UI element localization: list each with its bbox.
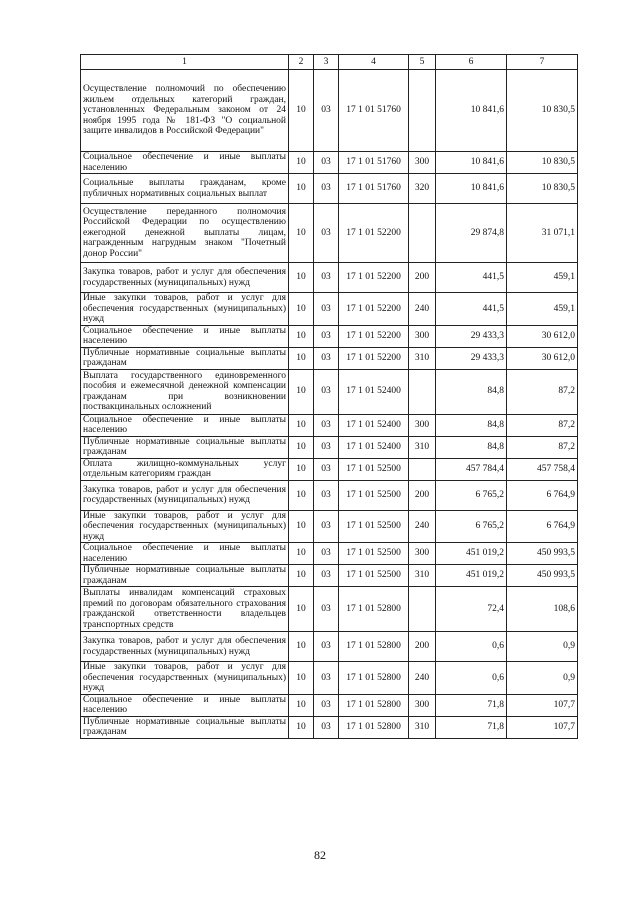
subsection-cell: 03 bbox=[314, 369, 339, 414]
target-article-cell: 17 1 01 52500 bbox=[339, 543, 409, 565]
expense-type-cell bbox=[409, 204, 436, 263]
subsection-cell: 03 bbox=[314, 70, 339, 152]
subsection-cell: 03 bbox=[314, 293, 339, 326]
target-article-cell: 17 1 01 52400 bbox=[339, 414, 409, 436]
expense-type-cell bbox=[409, 369, 436, 414]
subsection-cell: 03 bbox=[314, 662, 339, 695]
row-name-cell: Публичные нормативные социальные выплаты гражданам bbox=[81, 436, 289, 458]
amount-cell: 451 019,2 bbox=[436, 543, 507, 565]
subsection-cell: 03 bbox=[314, 480, 339, 510]
header-cell: 7 bbox=[507, 55, 578, 70]
target-article-cell: 17 1 01 52200 bbox=[339, 325, 409, 347]
subsection-cell: 03 bbox=[314, 543, 339, 565]
table-row bbox=[81, 543, 578, 565]
chapter-cell: 10 bbox=[289, 632, 314, 662]
amount-cell: 107,7 bbox=[507, 694, 578, 716]
row-name-cell: Осуществление переданного полномочия Российской Федерации по осуществлению ежегодной денежной выплаты лицам, награжденным нагрудным знаком "Почетный донор России" bbox=[81, 204, 289, 263]
subsection-cell: 03 bbox=[314, 458, 339, 480]
amount-cell: 29 433,3 bbox=[436, 347, 507, 369]
subsection-cell: 03 bbox=[314, 204, 339, 263]
row-name-cell: Иные закупки товаров, работ и услуг для обеспечения государственных (муниципальных) нужд bbox=[81, 293, 289, 326]
row-name-cell: Закупка товаров, работ и услуг для обеспечения государственных (муниципальных) нужд bbox=[81, 263, 289, 293]
target-article-cell: 17 1 01 52200 bbox=[339, 293, 409, 326]
chapter-cell: 10 bbox=[289, 347, 314, 369]
amount-cell: 459,1 bbox=[507, 293, 578, 326]
table-row bbox=[81, 174, 578, 204]
table-row bbox=[81, 510, 578, 543]
page-number: 82 bbox=[314, 848, 326, 862]
amount-cell: 441,5 bbox=[436, 263, 507, 293]
subsection-cell: 03 bbox=[314, 174, 339, 204]
table-row bbox=[81, 347, 578, 369]
row-name-cell: Выплаты инвалидам компенсаций страховых премий по договорам обязательного страхования гражданской ответственности владельцев транспортных средств bbox=[81, 587, 289, 632]
amount-cell: 450 993,5 bbox=[507, 565, 578, 587]
target-article-cell: 17 1 01 52500 bbox=[339, 565, 409, 587]
chapter-cell: 10 bbox=[289, 293, 314, 326]
amount-cell: 71,8 bbox=[436, 716, 507, 738]
chapter-cell: 10 bbox=[289, 204, 314, 263]
amount-cell: 10 830,5 bbox=[507, 174, 578, 204]
row-name-cell: Осуществление полномочий по обеспечению жильем отдельных категорий граждан, установленных Федеральным законом от 24 ноября 1995 года № 181-ФЗ "О социальной защите инвалидов в Российской Федерации" bbox=[81, 70, 289, 152]
row-name-cell: Закупка товаров, работ и услуг для обеспечения государственных (муниципальных) нужд bbox=[81, 632, 289, 662]
table-row bbox=[81, 716, 578, 738]
row-name-cell: Закупка товаров, работ и услуг для обеспечения государственных (муниципальных) нужд bbox=[81, 480, 289, 510]
row-name-cell: Публичные нормативные социальные выплаты гражданам bbox=[81, 347, 289, 369]
table-row bbox=[81, 263, 578, 293]
expense-type-cell: 200 bbox=[409, 632, 436, 662]
expense-type-cell: 310 bbox=[409, 347, 436, 369]
target-article-cell: 17 1 01 52800 bbox=[339, 587, 409, 632]
expense-type-cell: 200 bbox=[409, 263, 436, 293]
target-article-cell: 17 1 01 52800 bbox=[339, 632, 409, 662]
subsection-cell: 03 bbox=[314, 716, 339, 738]
amount-cell: 459,1 bbox=[507, 263, 578, 293]
expense-type-cell: 300 bbox=[409, 694, 436, 716]
target-article-cell: 17 1 01 52200 bbox=[339, 204, 409, 263]
table-row bbox=[81, 662, 578, 695]
amount-cell: 10 830,5 bbox=[507, 152, 578, 174]
table-row bbox=[81, 325, 578, 347]
table-row bbox=[81, 458, 578, 480]
subsection-cell: 03 bbox=[314, 632, 339, 662]
amount-cell: 29 874,8 bbox=[436, 204, 507, 263]
amount-cell: 31 071,1 bbox=[507, 204, 578, 263]
chapter-cell: 10 bbox=[289, 716, 314, 738]
subsection-cell: 03 bbox=[314, 510, 339, 543]
chapter-cell: 10 bbox=[289, 369, 314, 414]
row-name-cell: Оплата жилищно-коммунальных услуг отдельным категориям граждан bbox=[81, 458, 289, 480]
table-row bbox=[81, 369, 578, 414]
amount-cell: 87,2 bbox=[507, 436, 578, 458]
amount-cell: 457 784,4 bbox=[436, 458, 507, 480]
amount-cell: 10 841,6 bbox=[436, 174, 507, 204]
amount-cell: 107,7 bbox=[507, 716, 578, 738]
row-name-cell: Иные закупки товаров, работ и услуг для обеспечения государственных (муниципальных) нужд bbox=[81, 510, 289, 543]
amount-cell: 71,8 bbox=[436, 694, 507, 716]
target-article-cell: 17 1 01 51760 bbox=[339, 70, 409, 152]
target-article-cell: 17 1 01 52500 bbox=[339, 458, 409, 480]
amount-cell: 0,6 bbox=[436, 662, 507, 695]
subsection-cell: 03 bbox=[314, 587, 339, 632]
table-row bbox=[81, 694, 578, 716]
header-row bbox=[81, 55, 578, 70]
expense-type-cell: 310 bbox=[409, 716, 436, 738]
row-name-cell: Социальное обеспечение и иные выплаты населению bbox=[81, 414, 289, 436]
target-article-cell: 17 1 01 52500 bbox=[339, 480, 409, 510]
chapter-cell: 10 bbox=[289, 436, 314, 458]
expense-type-cell: 310 bbox=[409, 565, 436, 587]
budget-table bbox=[80, 54, 578, 739]
table-row bbox=[81, 587, 578, 632]
amount-cell: 457 758,4 bbox=[507, 458, 578, 480]
amount-cell: 10 841,6 bbox=[436, 152, 507, 174]
chapter-cell: 10 bbox=[289, 325, 314, 347]
amount-cell: 0,6 bbox=[436, 632, 507, 662]
chapter-cell: 10 bbox=[289, 152, 314, 174]
amount-cell: 84,8 bbox=[436, 436, 507, 458]
expense-type-cell: 300 bbox=[409, 152, 436, 174]
expense-type-cell: 240 bbox=[409, 662, 436, 695]
target-article-cell: 17 1 01 52500 bbox=[339, 510, 409, 543]
table-row bbox=[81, 70, 578, 152]
target-article-cell: 17 1 01 52400 bbox=[339, 436, 409, 458]
header-cell: 3 bbox=[314, 55, 339, 70]
row-name-cell: Социальное обеспечение и иные выплаты населению bbox=[81, 152, 289, 174]
amount-cell: 6 764,9 bbox=[507, 510, 578, 543]
expense-type-cell: 320 bbox=[409, 174, 436, 204]
table-row bbox=[81, 565, 578, 587]
expense-type-cell: 300 bbox=[409, 325, 436, 347]
expense-type-cell: 200 bbox=[409, 480, 436, 510]
expense-type-cell: 310 bbox=[409, 436, 436, 458]
chapter-cell: 10 bbox=[289, 458, 314, 480]
row-name-cell: Социальные выплаты гражданам, кроме публичных нормативных социальных выплат bbox=[81, 174, 289, 204]
table-row bbox=[81, 480, 578, 510]
amount-cell: 84,8 bbox=[436, 369, 507, 414]
row-name-cell: Иные закупки товаров, работ и услуг для обеспечения государственных (муниципальных) нужд bbox=[81, 662, 289, 695]
chapter-cell: 10 bbox=[289, 414, 314, 436]
row-name-cell: Социальное обеспечение и иные выплаты населению bbox=[81, 543, 289, 565]
header-cell: 4 bbox=[339, 55, 409, 70]
amount-cell: 0,9 bbox=[507, 662, 578, 695]
amount-cell: 450 993,5 bbox=[507, 543, 578, 565]
target-article-cell: 17 1 01 52400 bbox=[339, 369, 409, 414]
target-article-cell: 17 1 01 51760 bbox=[339, 174, 409, 204]
subsection-cell: 03 bbox=[314, 325, 339, 347]
target-article-cell: 17 1 01 51760 bbox=[339, 152, 409, 174]
amount-cell: 451 019,2 bbox=[436, 565, 507, 587]
chapter-cell: 10 bbox=[289, 510, 314, 543]
subsection-cell: 03 bbox=[314, 694, 339, 716]
chapter-cell: 10 bbox=[289, 480, 314, 510]
target-article-cell: 17 1 01 52800 bbox=[339, 662, 409, 695]
expense-type-cell bbox=[409, 458, 436, 480]
expense-type-cell: 300 bbox=[409, 414, 436, 436]
table-row bbox=[81, 204, 578, 263]
amount-cell: 6 765,2 bbox=[436, 510, 507, 543]
table-row bbox=[81, 436, 578, 458]
chapter-cell: 10 bbox=[289, 694, 314, 716]
chapter-cell: 10 bbox=[289, 587, 314, 632]
subsection-cell: 03 bbox=[314, 347, 339, 369]
row-name-cell: Выплата государственного единовременного пособия и ежемесячной денежной компенсации гражданам при возникновении поствакцинальных осложнений bbox=[81, 369, 289, 414]
amount-cell: 72,4 bbox=[436, 587, 507, 632]
row-name-cell: Публичные нормативные социальные выплаты гражданам bbox=[81, 565, 289, 587]
amount-cell: 87,2 bbox=[507, 369, 578, 414]
subsection-cell: 03 bbox=[314, 565, 339, 587]
amount-cell: 6 764,9 bbox=[507, 480, 578, 510]
amount-cell: 30 612,0 bbox=[507, 347, 578, 369]
chapter-cell: 10 bbox=[289, 662, 314, 695]
table-row bbox=[81, 632, 578, 662]
target-article-cell: 17 1 01 52800 bbox=[339, 694, 409, 716]
amount-cell: 0,9 bbox=[507, 632, 578, 662]
amount-cell: 108,6 bbox=[507, 587, 578, 632]
chapter-cell: 10 bbox=[289, 70, 314, 152]
subsection-cell: 03 bbox=[314, 263, 339, 293]
amount-cell: 10 841,6 bbox=[436, 70, 507, 152]
chapter-cell: 10 bbox=[289, 565, 314, 587]
header-cell: 6 bbox=[436, 55, 507, 70]
row-name-cell: Публичные нормативные социальные выплаты гражданам bbox=[81, 716, 289, 738]
target-article-cell: 17 1 01 52200 bbox=[339, 263, 409, 293]
row-name-cell: Социальное обеспечение и иные выплаты населению bbox=[81, 694, 289, 716]
expense-type-cell bbox=[409, 587, 436, 632]
amount-cell: 29 433,3 bbox=[436, 325, 507, 347]
header-cell: 5 bbox=[409, 55, 436, 70]
subsection-cell: 03 bbox=[314, 436, 339, 458]
chapter-cell: 10 bbox=[289, 174, 314, 204]
expense-type-cell: 240 bbox=[409, 510, 436, 543]
amount-cell: 441,5 bbox=[436, 293, 507, 326]
target-article-cell: 17 1 01 52800 bbox=[339, 716, 409, 738]
table-row bbox=[81, 293, 578, 326]
table-row bbox=[81, 414, 578, 436]
expense-type-cell: 240 bbox=[409, 293, 436, 326]
chapter-cell: 10 bbox=[289, 263, 314, 293]
chapter-cell: 10 bbox=[289, 543, 314, 565]
amount-cell: 10 830,5 bbox=[507, 70, 578, 152]
amount-cell: 6 765,2 bbox=[436, 480, 507, 510]
amount-cell: 87,2 bbox=[507, 414, 578, 436]
row-name-cell: Социальное обеспечение и иные выплаты населению bbox=[81, 325, 289, 347]
header-cell: 2 bbox=[289, 55, 314, 70]
amount-cell: 84,8 bbox=[436, 414, 507, 436]
subsection-cell: 03 bbox=[314, 414, 339, 436]
expense-type-cell: 300 bbox=[409, 543, 436, 565]
target-article-cell: 17 1 01 52200 bbox=[339, 347, 409, 369]
expense-type-cell bbox=[409, 70, 436, 152]
table-row bbox=[81, 152, 578, 174]
amount-cell: 30 612,0 bbox=[507, 325, 578, 347]
header-cell: 1 bbox=[81, 55, 289, 70]
subsection-cell: 03 bbox=[314, 152, 339, 174]
